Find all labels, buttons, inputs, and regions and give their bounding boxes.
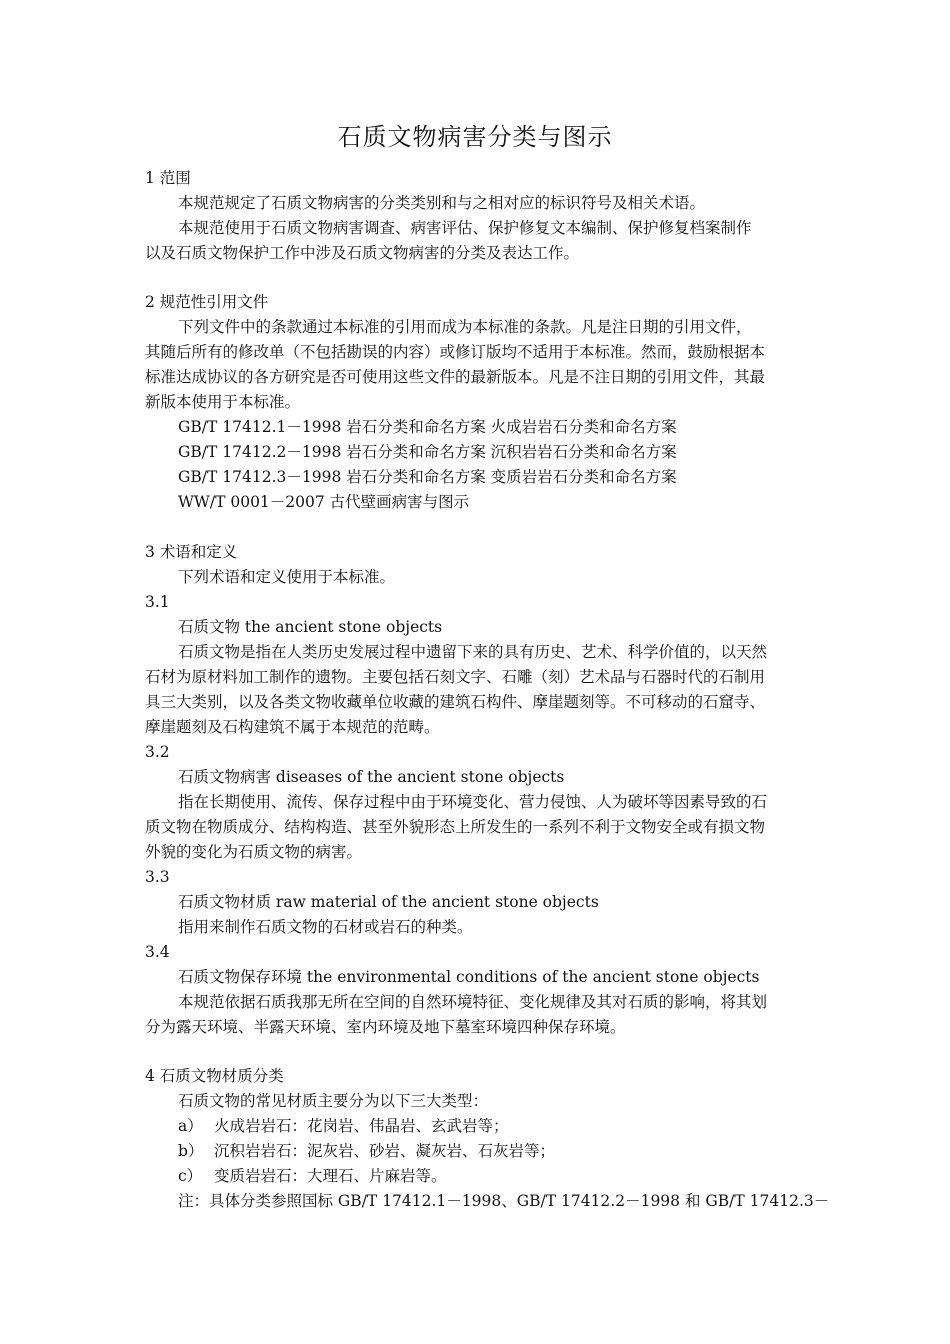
term-heading: 石质文物材质 raw material of the ancient stone objects xyxy=(178,893,599,911)
list-item-text: 沉积岩岩石：泥灰岩、砂岩、凝灰岩、石灰岩等； xyxy=(214,1142,556,1160)
definition-text: 摩崖题刻及石构建筑不属于本规范的范畴。 xyxy=(145,718,440,736)
reference-item: GB/T 17412.3－1998 岩石分类和命名方案 变质岩岩石分类和命名方案 xyxy=(178,468,677,486)
section-4-heading: 4 石质文物材质分类 xyxy=(145,1067,284,1085)
definition-text: 质文物在物质成分、结构构造、甚至外貌形态上所发生的一系列不利于文物安全或有损文物 xyxy=(145,818,766,836)
section-3-heading: 3 术语和定义 xyxy=(145,543,238,561)
section-1-paragraph: 本规范使用于石质文物病害调查、病害评估、保护修复文本编制、保护修复档案制作 xyxy=(178,219,752,237)
section-2-paragraph: 其随后所有的修改单（不包括勘误的内容）或修订版均不适用于本标准。然而，鼓励根据本 xyxy=(145,343,766,361)
clause-number: 3.2 xyxy=(145,743,170,761)
section-2-paragraph: 标准达成协议的各方研究是否可使用这些文件的最新版本。凡是不注日期的引用文件，其最 xyxy=(145,368,766,386)
definition-text: 指在长期使用、流传、保存过程中由于环境变化、营力侵蚀、人为破坏等因素导致的石 xyxy=(178,793,768,811)
definition-text: 本规范依据石质我那无所在空间的自然环境特征、变化规律及其对石质的影响，将其划 xyxy=(178,993,768,1011)
section-3-intro: 下列术语和定义使用于本标准。 xyxy=(178,568,396,586)
note-text: 注：具体分类参照国标 GB/T 17412.1－1998、GB/T 17412.2－1998 和 GB/T 17412.3－ xyxy=(178,1192,830,1210)
reference-item: GB/T 17412.2－1998 岩石分类和命名方案 沉积岩岩石分类和命名方案 xyxy=(178,443,677,461)
section-1-heading: 1 范围 xyxy=(145,169,191,187)
section-1-paragraph: 本规范规定了石质文物病害的分类类别和与之相对应的标识符号及相关术语。 xyxy=(178,194,706,212)
term-heading: 石质文物病害 diseases of the ancient stone objects xyxy=(178,768,565,786)
section-2-heading: 2 规范性引用文件 xyxy=(145,293,269,311)
definition-text: 分为露天环境、半露天环境、室内环境及地下墓室环境四种保存环境。 xyxy=(145,1018,626,1036)
clause-number: 3.4 xyxy=(145,943,170,961)
list-item-text: 变质岩岩石：大理石、片麻岩等。 xyxy=(214,1167,447,1185)
list-item xyxy=(178,1141,555,1161)
list-item-label: b） xyxy=(178,1142,204,1160)
definition-text: 指用来制作石质文物的石材或岩石的种类。 xyxy=(178,918,473,936)
section-4-intro: 石质文物的常见材质主要分为以下三大类型： xyxy=(178,1092,489,1110)
section-2-paragraph: 下列文件中的条款通过本标准的引用而成为本标准的条款。凡是注日期的引用文件， xyxy=(178,318,752,336)
definition-text: 具三大类别，以及各类文物收藏单位收藏的建筑石构件、摩崖题刻等。不可移动的石窟寺、 xyxy=(145,693,766,711)
definition-text: 外貌的变化为石质文物的病害。 xyxy=(145,843,363,861)
list-item xyxy=(178,1116,509,1136)
term-heading: 石质文物保存环境 the environmental conditions of the ancient stone objects xyxy=(178,968,760,986)
reference-item: WW/T 0001－2007 古代壁画病害与图示 xyxy=(178,493,470,511)
list-item-label: c） xyxy=(178,1167,203,1185)
list-item-text: 火成岩岩石：花岗岩、伟晶岩、玄武岩等； xyxy=(214,1117,509,1135)
section-2-paragraph: 新版本使用于本标准。 xyxy=(145,393,301,411)
clause-number: 3.1 xyxy=(145,593,170,611)
reference-item: GB/T 17412.1－1998 岩石分类和命名方案 火成岩岩石分类和命名方案 xyxy=(178,418,677,436)
document-title: 石质文物病害分类与图示 xyxy=(337,123,613,151)
clause-number: 3.3 xyxy=(145,868,170,886)
definition-text: 石质文物是指在人类历史发展过程中遗留下来的具有历史、艺术、科学价值的，以天然 xyxy=(178,643,768,661)
definition-text: 石材为原材料加工制作的遗物。主要包括石刻文字、石雕（刻）艺术品与石器时代的石制用 xyxy=(145,668,766,686)
term-heading: 石质文物 the ancient stone objects xyxy=(178,618,443,636)
section-1-paragraph: 以及石质文物保护工作中涉及石质文物病害的分类及表达工作。 xyxy=(145,244,580,262)
list-item-label: a） xyxy=(178,1117,203,1135)
list-item xyxy=(178,1166,447,1186)
